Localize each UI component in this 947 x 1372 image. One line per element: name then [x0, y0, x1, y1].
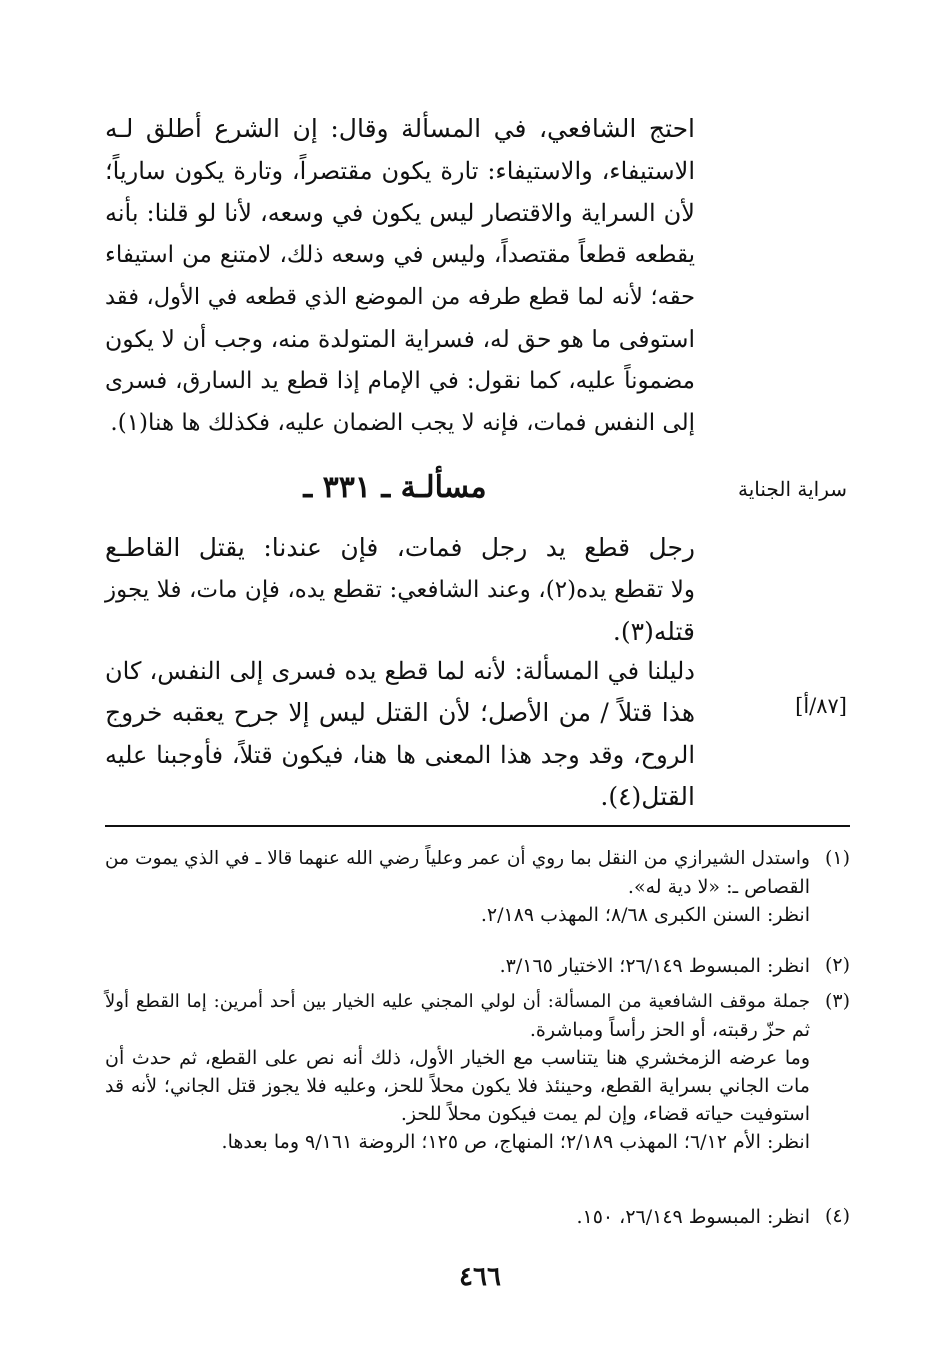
footnote-line: مات الجاني بسراية القطع، وحينئذ فلا يكون محلاً للحز، وعليه فلا يجوز قتل الجاني؛ لأنه قد: [105, 1075, 810, 1097]
text-line: القتل(٤).: [600, 782, 695, 811]
footnote-1: [105, 845, 810, 929]
text-line: لأن السراية والاقتصار ليس يكون في وسعه، لأنا لو قلنا: بأنه: [105, 199, 695, 227]
text-line: احتج الشافعي، في المسألة وقال: إن الشرع أطلق لـه: [105, 114, 695, 143]
text-line: الروح، وقد وجد هذا المعنى ها هنا، فيكون قتلاً، فأوجبنا عليه: [105, 741, 695, 769]
paragraph-our-evidence: [105, 650, 695, 818]
footnote-line: انظر: المبسوط ٢٦/١٤٩، ١٥٠.: [576, 1206, 810, 1228]
footnote-line: استوفيت حياته قضاء، وإن لم يمت فيكون محلاً للحز.: [400, 1103, 810, 1125]
footnote-line: وما عرضه الزمخشري هنا يتناسب مع الخيار الأول، ذلك أنه نص على القطع، ثم حدث أن: [105, 1047, 810, 1069]
footnote-2-label: (٢): [824, 954, 850, 976]
footnote-line: ثم حزّ رقبته، أو الحز رأساً ومباشرة.: [529, 1019, 810, 1041]
text-line: مضموناً عليه، كما نقول: في الإمام إذا قطع يد السارق، فسرى: [105, 368, 695, 394]
masala-heading: مسألـة ـ ٣٣١ ـ: [303, 470, 487, 505]
text-line: هذا قتلاً / من الأصل؛ لأن القتل ليس إلا جرح يعقبه خروج: [105, 698, 695, 727]
text-line: ولا تقطع يده(٢)، وعند الشافعي: تقطع يده، فإن مات، فلا يجوز: [105, 577, 695, 603]
footnote-3-label: (٣): [824, 990, 850, 1012]
footnote-line: القصاص ـ: «لا دية له».: [627, 876, 810, 898]
footnote-3: [105, 988, 810, 1156]
manuscript-folio-reference: [٨٧/أ]: [795, 694, 847, 718]
footnote-line: انظر: السنن الكبرى ٨/٦٨؛ المهذب ٢/١٨٩.: [480, 904, 810, 926]
paragraph-shafii-argument: [105, 108, 695, 444]
footnote-1-label: (١): [824, 847, 850, 869]
footnote-4: [105, 1203, 810, 1231]
text-line: دليلنا في المسألة: لأنه لما قطع يده فسرى إلى النفس، كان: [105, 657, 695, 685]
footnote-4-label: (٤): [824, 1205, 850, 1227]
text-line: يقطعه قطعاً مقتصداً، وليس في وسعه ذلك، لامتنع من استيفاء: [105, 242, 695, 268]
footnote-line: انظر: المبسوط ٢٦/١٤٩؛ الاختيار ٣/١٦٥.: [499, 955, 810, 977]
footnote-line: واستدل الشيرازي من النقل بما روي أن عمر وعلياً رضي الله عنهما قالا ـ في الذي يموت من: [105, 848, 810, 869]
footnote-separator: [105, 825, 850, 827]
margin-topic-heading: سراية الجناية: [738, 477, 847, 501]
text-line: الاستيفاء، والاستيفاء: تارة يكون مقتصراً، وتارة يكون سارياً؛: [105, 157, 695, 185]
text-line: رجل قطع يد رجل فمات، فإن عندنا: يقتل القاطـع: [105, 533, 695, 562]
footnote-2: [105, 952, 810, 980]
text-line: استوفى ما هو حق له، فسراية المتولدة منه، وجب أن لا يكون: [105, 325, 695, 353]
text-line: إلى النفس فمات، فإنه لا يجب الضمان عليه، فكذلك ها هنا(١).: [110, 410, 695, 436]
text-line: حقه؛ لأنه لما قطع طرفه من الموضع الذي قطعه في الأول، فقد: [105, 284, 695, 310]
paragraph-case: [105, 527, 695, 653]
text-line: قتله(٣).: [612, 617, 695, 646]
footnote-line: جملة موقف الشافعية من المسألة: أن لولي المجني عليه الخيار بين أحد أمرين: إما القطع أولاً: [105, 991, 810, 1012]
footnote-line: انظر: الأم ٦/١٢؛ المهذب ٢/١٨٩؛ المنهاج، ص ١٢٥؛ الروضة ٩/١٦١ وما بعدها.: [221, 1131, 810, 1153]
page-number: ٤٦٦: [459, 1262, 501, 1292]
